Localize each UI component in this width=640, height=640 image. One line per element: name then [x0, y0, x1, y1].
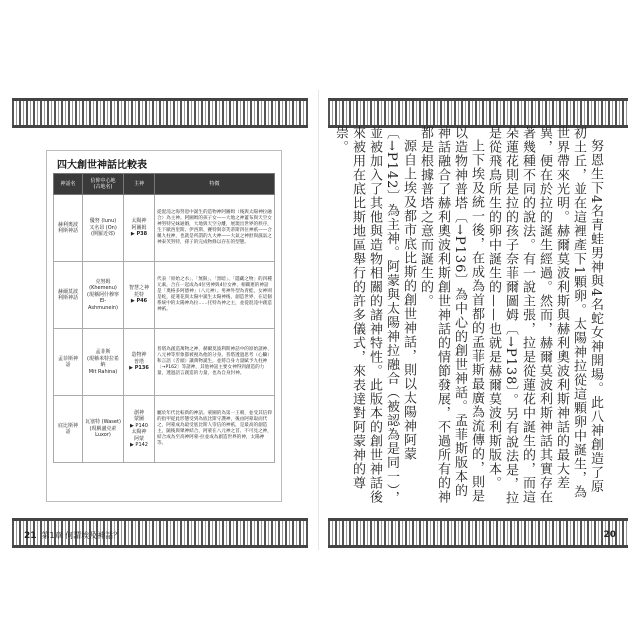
- cell-description: 代表「原始之水」、「無限」、「黑暗」、「隱藏之物」的四種元素，合在一起成為4位男神與4位女神，相關連的神話是「奧格多阿德神」（八元神）。男神外型為青蛙，女神則是蛇，從蓮花與太陽中誕生太陽神後，創造世界，在這個系統中的太陽神為拉……托特為神之主，並從混沌中創造神祇。: [155, 262, 275, 329]
- table-header-row: [54, 174, 275, 195]
- cell-place: 孟菲斯 (現稱米特拉希納 Mit Rahina): [83, 329, 124, 396]
- body-paragraph: 努恩生下4名青蛙男神與4名蛇女神開場。此八神創造了原初土丘，並在這裡產下1顆卵。太陽神拉從這顆卵中誕生，為世界帶來光明。赫爾莫波利斯與赫利奧波利斯神話的最大差異，便在於拉的誕生經過。然而，赫爾莫波利斯神話其實存在著幾種不同的說法。有一說主張，拉是從蓮花中誕生的，而這朵蓮花則是拉的孩子奈菲爾圖姆〔→P138〕。另有說法是，拉是從飛鳥所生的卵中誕生的——也就是赫爾莫波利斯版本。: [486, 126, 603, 505]
- cell-myth-name: 赫爾莫波利斯神話: [54, 262, 83, 329]
- comparison-table: [53, 173, 275, 463]
- table-title: 四大創世神話比較表: [57, 160, 147, 171]
- cell-god: [124, 262, 155, 329]
- cell-god: [124, 396, 155, 463]
- table-row: [54, 396, 275, 463]
- cell-place: 優努 (Iunu) 又名昂 (On) (開羅近郊): [83, 195, 124, 262]
- decorative-border-bottom-right: [328, 518, 628, 548]
- cell-myth-name: 底比斯神話: [54, 396, 83, 463]
- table-row: [54, 195, 275, 262]
- page-ref: ▶ P38: [130, 231, 148, 238]
- cell-myth-name: 孟菲斯神話: [54, 329, 83, 396]
- vertical-body-text: [332, 126, 604, 506]
- table-row: [54, 262, 275, 329]
- cell-place: 瓦塞特 (Waset) (現稱盧克索 Luxor): [83, 396, 124, 463]
- left-folio: [24, 530, 121, 541]
- header-features: 特徵: [155, 174, 275, 195]
- header-myth-name: 神話名: [54, 174, 83, 195]
- right-page-number: 20: [603, 530, 616, 540]
- comparison-table-box: [46, 150, 282, 502]
- body-paragraph: 上下埃及統一後，在成為首都的孟菲斯最廣為流傳的，則是以造物神普塔〔→P136〕為中心的創世神話。孟菲斯版本的神話融合了赫利奧波利斯創世神話的情節發展，不過所有的神都是根據普塔之意而誕生的。: [418, 126, 484, 504]
- left-page-number: 21: [24, 531, 37, 541]
- page-ref: ▶ P136: [129, 365, 149, 372]
- cell-myth-name: 赫利奧波利斯神話: [54, 195, 83, 262]
- cell-god: [124, 329, 155, 396]
- cell-place: 克努姆 (Khemenu) (現稱阿什穆寧 El-Ashmunein): [83, 262, 124, 329]
- god-name: 智慧之神 托特: [128, 285, 149, 298]
- page-gutter: [318, 90, 319, 550]
- body-paragraph: 源自上埃及都市底比斯的創世神話，則以太陽神阿蒙〔→P142〕為主神。阿蒙與太陽神拉融合（被認為是同一），並被加入了其他與造物相關的諸神特性。此版本的創世神話後來被用在底比斯地區舉行的許多儀式，來表達對阿蒙神的尊崇。: [333, 126, 416, 505]
- running-head: 第1章 何謂埃及神話？: [41, 531, 122, 540]
- cell-description: 屬於年代比較新的神話。蒙圖的為第一王朝，並受其信仰的指甲從此形態受到為底比斯守護神，後由阿蒙取而代之，阿蒙成為最受底比斯人崇信的神祇，是最高的創造主，隨後與眾神結合，阿蒙在八元神之首、不可見之神，結合成為至高神阿蒙-拉並成為創造世界的神，太陽神等。: [155, 396, 275, 463]
- decorative-border-top-right: [328, 98, 628, 128]
- god-name: 造物神 普塔: [131, 352, 147, 365]
- decorative-border-top-left: [12, 98, 308, 128]
- header-main-god: 主神: [124, 174, 155, 195]
- cell-description: 從混沌之海努恩中誕生的造物神阿圖姆（後與太陽神拉融合）為主神。阿圖姆的孩子女——大地之神蓋布與天空女神努特兄妹通婚，大地與天空分離，展現出世界的秩序，生下歐西里斯、伊西斯、賽特與奈芙蒂斯四位神祇——合稱九柱神，也就是所謂的九大神——大氣之神舒與濕氣之神泰芙努特，孫子的完成物條以存在的型態。: [155, 195, 275, 262]
- cell-description: 普塔為創造萬物之神，赫爾莫波利斯神話中的原始諸神、八元神等形象都被視為他的分身。普塔透過思考（心臟）和言語（舌頭）讓萬物誕生，並將自身力量賦予九柱神〔→P162〕等諸神，其他神話主要女神得到創造的力量，透過語言創造的力量，也為自身封神。: [155, 329, 275, 396]
- page-ref: ▶ P46: [130, 298, 148, 305]
- cell-god: [124, 195, 155, 262]
- god-name: 太陽神 阿圖姆: [131, 218, 147, 231]
- god-name: 創神 蒙圖 ▶ P140 太陽神 阿蒙 ▶ P142: [130, 409, 148, 448]
- table-row: [54, 329, 275, 396]
- header-cult-center: 信仰中心地 (古地名): [83, 174, 124, 195]
